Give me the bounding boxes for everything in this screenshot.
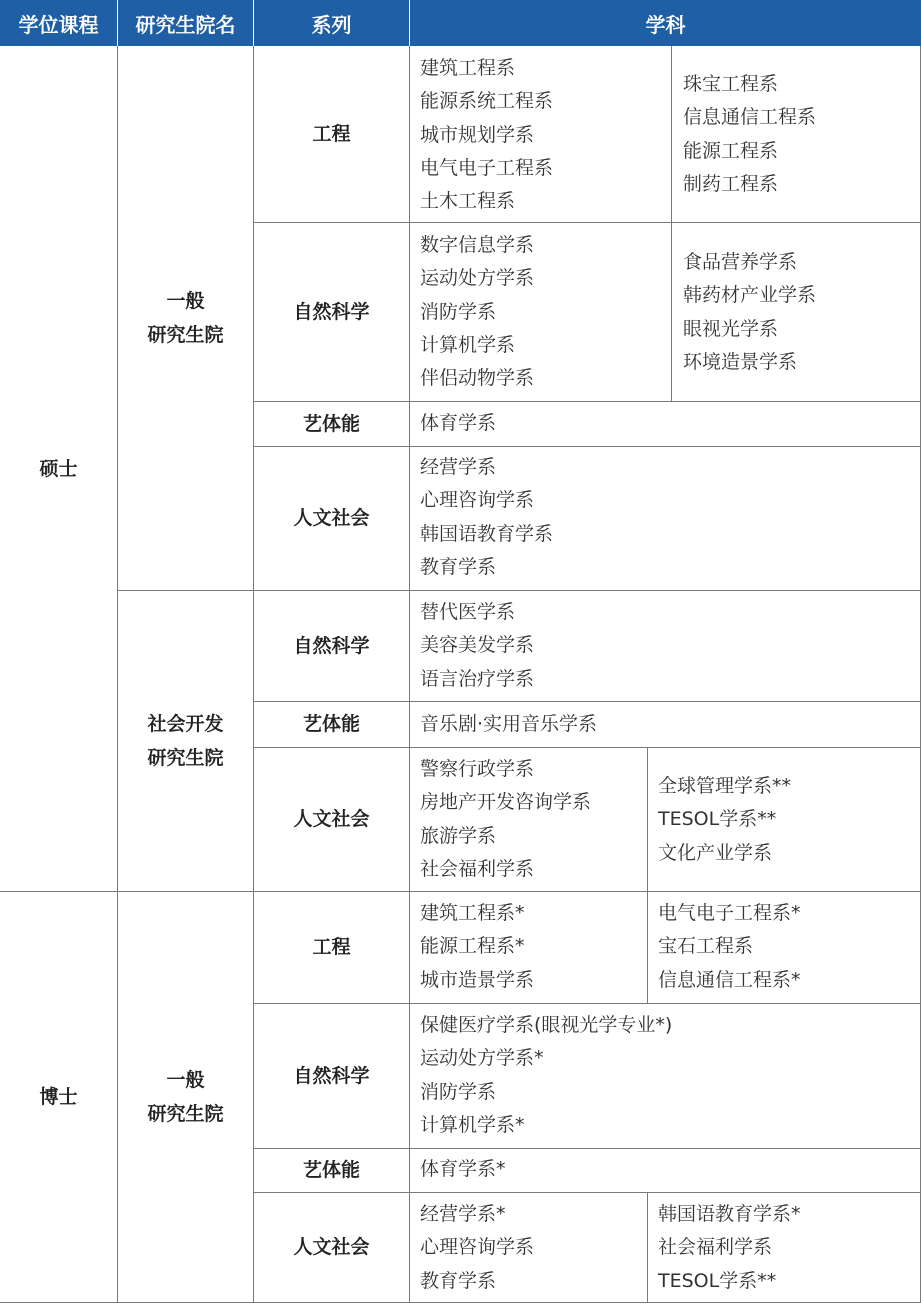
- subject-list: [658, 897, 801, 997]
- header-subject: 学科: [410, 0, 921, 46]
- subject-item: 能源系统工程系: [420, 90, 554, 113]
- subject-list: [420, 897, 534, 997]
- subject-list: [658, 770, 791, 870]
- subject-list: [420, 708, 597, 741]
- subject-item: 宝石工程系: [658, 935, 754, 958]
- subject-item: 社会福利学系: [420, 857, 535, 880]
- subject-item: 土木工程系: [420, 190, 516, 213]
- subject-item: 信息通信工程系: [683, 106, 817, 129]
- series-humanities: 人文社会: [293, 1236, 370, 1258]
- subject-item: 保健医疗学系(眼视光学专业*): [420, 1014, 673, 1036]
- subject-item: 消防学系: [420, 300, 497, 323]
- series-natural-science: 自然科学: [293, 300, 370, 323]
- subject-item: 食品营养学系: [683, 251, 798, 273]
- series-engineering: 工程: [312, 123, 351, 145]
- subject-item: 珠宝工程系: [683, 73, 779, 95]
- subject-item: 建筑工程系*: [420, 902, 525, 924]
- subject-item: 运动处方学系*: [420, 1047, 544, 1070]
- series-natural-science: 自然科学: [293, 1064, 370, 1087]
- series-arts-sports: 艺体能: [302, 713, 360, 735]
- school-social-master: [118, 590, 253, 891]
- subject-list: [420, 451, 553, 584]
- subject-item: 消防学系: [420, 1080, 497, 1103]
- subject-item: 运动处方学系: [420, 267, 535, 290]
- subject-item: 数字信息学系: [420, 234, 535, 256]
- subject-item: 韩药材产业学系: [683, 284, 817, 307]
- degree-doctor: 博士: [39, 1085, 78, 1108]
- subject-list: [420, 1153, 506, 1186]
- subject-item: 能源工程系*: [420, 935, 525, 958]
- subject-item: 心理咨询学系: [420, 1236, 535, 1259]
- subject-item: 房地产开发咨询学系: [420, 791, 592, 814]
- subject-item: 旅游学系: [420, 824, 497, 847]
- subject-item: 经营学系: [420, 456, 497, 478]
- header-degree: 学位课程: [0, 0, 117, 46]
- subject-list: [420, 229, 534, 395]
- subject-item: TESOL学系**: [658, 1269, 777, 1292]
- subject-list: [420, 596, 534, 696]
- subject-item: 音乐剧·实用音乐学系: [420, 713, 598, 735]
- school-line: 一般: [166, 1068, 205, 1091]
- subject-item: 体育学系*: [420, 1158, 506, 1180]
- subject-item: 计算机学系*: [420, 1113, 525, 1136]
- series-humanities: 人文社会: [293, 808, 370, 830]
- subject-item: 文化产业学系: [658, 841, 773, 864]
- subject-item: 社会福利学系: [658, 1236, 773, 1259]
- series-engineering: 工程: [312, 936, 351, 958]
- subject-item: 韩国语教育学系: [420, 522, 554, 545]
- school-line: 研究生院: [147, 324, 224, 346]
- subject-list: [420, 52, 553, 218]
- subject-item: 建筑工程系: [420, 57, 516, 79]
- school-line: 研究生院: [147, 746, 224, 769]
- subject-item: TESOL学系**: [658, 808, 777, 831]
- degree-master: 硕士: [39, 457, 78, 480]
- subject-item: 语言治疗学系: [420, 667, 535, 690]
- series-natural-science: 自然科学: [293, 634, 370, 657]
- subject-item: 计算机学系: [420, 333, 516, 356]
- subject-item: 替代医学系: [420, 601, 516, 623]
- school-general-master: [118, 46, 253, 590]
- subject-item: 韩国语教育学系*: [658, 1203, 801, 1225]
- subject-item: 制药工程系: [683, 172, 779, 195]
- subject-item: 环境造景学系: [683, 350, 798, 373]
- school-line: 研究生院: [147, 1102, 224, 1125]
- subject-list: [420, 1198, 534, 1298]
- header-school: 研究生院名: [118, 0, 253, 46]
- school-line: 社会开发: [147, 712, 224, 735]
- subject-list: [683, 246, 816, 379]
- subject-item: 城市造景学系: [420, 968, 535, 991]
- subject-item: 能源工程系: [683, 139, 779, 162]
- school-line: 一般: [166, 290, 205, 312]
- subject-item: 伴侣动物学系: [420, 367, 535, 390]
- subject-item: 全球管理学系**: [658, 775, 792, 797]
- subject-list: [420, 753, 591, 886]
- subject-item: 美容美发学系: [420, 634, 535, 657]
- subject-list: [420, 1009, 672, 1142]
- subject-list: [658, 1198, 801, 1298]
- school-general-doctor: [118, 891, 253, 1302]
- series-arts-sports: 艺体能: [302, 412, 360, 435]
- subject-item: 电气电子工程系: [420, 156, 554, 179]
- subject-item: 电气电子工程系*: [658, 902, 801, 924]
- subject-list: [683, 68, 816, 201]
- subject-item: 教育学系: [420, 1269, 497, 1292]
- subject-item: 经营学系*: [420, 1203, 506, 1225]
- header-series: 系列: [254, 0, 409, 46]
- subject-item: 警察行政学系: [420, 758, 535, 780]
- subject-item: 城市规划学系: [420, 123, 535, 146]
- series-humanities: 人文社会: [293, 507, 370, 529]
- subject-item: 心理咨询学系: [420, 489, 535, 512]
- subject-item: 体育学系: [420, 412, 497, 434]
- series-arts-sports: 艺体能: [302, 1159, 360, 1181]
- subject-item: 眼视光学系: [683, 317, 779, 340]
- subject-item: 信息通信工程系*: [658, 968, 801, 991]
- subject-item: 教育学系: [420, 555, 497, 578]
- subject-list: [420, 407, 496, 440]
